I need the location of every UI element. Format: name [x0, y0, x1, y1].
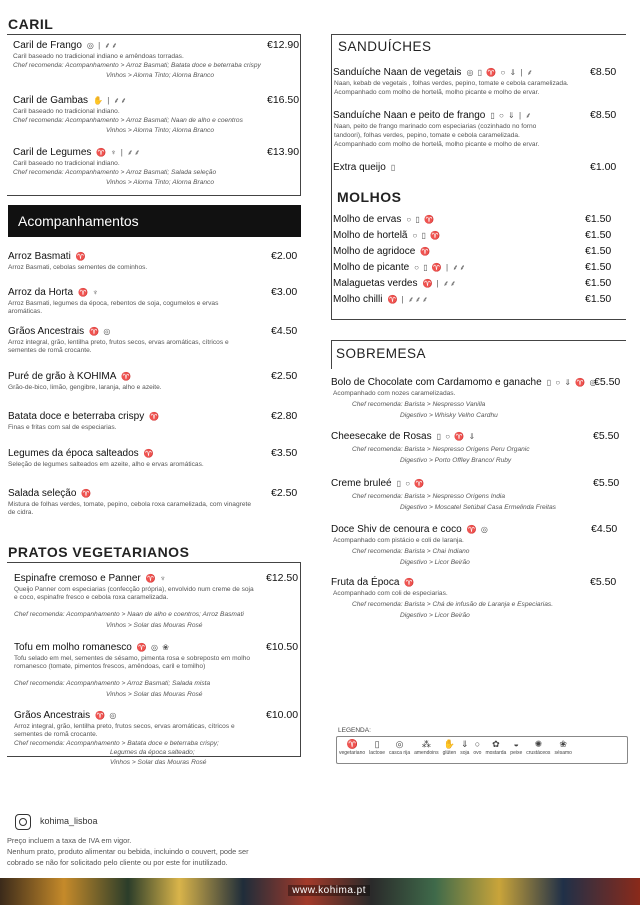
molho-item-label: Molho de picante — [333, 262, 410, 274]
molho-item-name — [333, 262, 466, 273]
sanduiches-title: SANDUÍCHES — [338, 39, 432, 54]
acomp-item-desc: Mistura de folhas verdes, tomate, pepino, cebola roxa caramelizada, com vinagrete de cidra. — [8, 501, 251, 517]
acomp-item-label: Arroz da Horta — [8, 287, 74, 298]
legend-label: lactose — [369, 750, 385, 756]
legend-item — [510, 739, 522, 756]
sobremesa-item-recommendation: Chef recomenda: Barista > Nespresso Vanilla — [352, 401, 486, 408]
caril-item-desc: Caril baseado no tradicional indiano. — [13, 108, 120, 115]
veg-item-allergen-icons: ♈ ◎ — [95, 710, 118, 720]
molhos-title: MOLHOS — [337, 189, 402, 205]
caril-item-allergen-icons: ✋ | ⸙⸙ — [93, 96, 128, 105]
sobremesa-item-recommendation: Chef recomenda: Barista > Chá de infusão de Laranja e Especiarias. — [352, 601, 554, 608]
molho-item-name — [333, 246, 431, 257]
sobremesa-item-name — [331, 377, 597, 388]
molho-item-label: Molho chilli — [333, 294, 383, 306]
acomp-item-label: Grãos Ancestrais — [8, 326, 85, 337]
molho-item-allergen-icons: ○ ▯ ♈ | ⸙⸙ — [414, 263, 467, 272]
sobremesa-item-digestivo: Digestivo > Porto Offley Branco/ Ruby — [400, 457, 512, 464]
caril-item-desc: Caril baseado no tradicional indiano. — [13, 160, 120, 167]
legend-icon: ✿ — [492, 739, 500, 749]
acomp-item-allergen-icons: ♈ — [121, 371, 133, 381]
molho-item-allergen-icons: ○ ▯ ♈ — [412, 230, 442, 240]
acomp-item-label: Salada seleção — [8, 488, 77, 499]
sobremesa-item-name — [331, 577, 415, 588]
acomp-item-label: Puré de grão à KOHIMA — [8, 371, 117, 382]
couvert-note-1: Nenhum prato, produto alimentar ou bebida, incluindo o couvert, pode ser — [7, 847, 249, 856]
acomp-item-price: €4.50 — [271, 325, 298, 337]
legend-title: LEGENDA: — [338, 727, 371, 734]
sanduiche-item-price: €8.50 — [590, 109, 617, 121]
molho-item-name — [333, 214, 435, 225]
caril-title: CARIL — [8, 16, 54, 32]
legend-item — [473, 739, 481, 756]
caril-item-recommendation: Chef recomenda: Acompanhamento > Arroz Basmati; Batata doce e beterraba crispy — [13, 62, 261, 69]
sobremesa-item-label: Cheesecake de Rosas — [331, 431, 432, 442]
sanduiche-item-price: €1.00 — [590, 161, 617, 173]
couvert-note-2: cobrado se não for solicitado pelo cliente ou por este for inutilizado. — [7, 858, 228, 867]
legend-item — [526, 739, 550, 756]
legend-label: mostarda — [485, 750, 507, 756]
acomp-item-price: €2.50 — [271, 370, 298, 382]
caril-item-wines: Vinhos > Alorna Tinto; Alorna Branco — [106, 179, 215, 186]
veg-item-desc: Tofu selado em mel, sementes de sésamo, pimenta rosa e sobreposto em molho romanesco (tomate, pimentos frescos, amêndoas, caril e tomilho) — [14, 655, 251, 671]
molho-item-name — [333, 294, 429, 305]
sobremesa-item-digestivo: Digestivo > Licor Beirão — [400, 612, 470, 619]
footer-banner — [0, 878, 640, 905]
acomp-item-desc: Arroz Basmati, legumes da época, rebentos de soja, cogumelos e ervas aromáticas. — [8, 300, 219, 316]
acomp-item-name — [8, 326, 111, 337]
caril-item-price: €13.90 — [267, 146, 300, 158]
sobremesa-item-label: Doce Shiv de cenoura e coco — [331, 524, 462, 535]
caril-item-allergen-icons: ◎ | ⸙⸙ — [86, 41, 119, 50]
veg-item-wines: Vinhos > Solar das Mouras Rosé — [110, 759, 207, 766]
legend-label: sésamo — [554, 750, 572, 756]
sobremesa-title: SOBREMESA — [336, 346, 427, 361]
sobremesa-item-recommendation: Chef recomenda: Barista > Nespresso Origens Peru Organic — [352, 446, 530, 453]
sanduiche-item-desc: Naan, kebab de vegetais , folhas verdes, pepino, tomate e cebola caramelizada. — [334, 80, 569, 87]
legend-item — [389, 739, 410, 756]
sanduiche-item-label: Sanduíche Naan e peito de frango — [333, 110, 486, 122]
veg-item-allergen-icons: ♈ ♆ — [145, 573, 167, 583]
sanduiche-item-allergen-icons: ◎ ▯ ♈ ○ ⇓ | ⸙ — [466, 68, 534, 77]
acomp-item-desc: Finas e fritas com sal de especiarias. — [8, 424, 117, 431]
acomp-item-allergen-icons: ♈ — [149, 411, 161, 421]
caril-item-wines: Vinhos > Alorna Tinto; Alorna Branco — [106, 72, 215, 79]
legend-item — [443, 739, 457, 756]
molho-item-label: Molho de ervas — [333, 214, 402, 225]
acomp-item-desc: Grão-de-bico, limão, gengibre, laranja, alho e azeite. — [8, 384, 162, 391]
acomp-item-allergen-icons: ♈ ♆ — [78, 287, 100, 297]
acomp-item-name — [8, 488, 92, 499]
sobremesa-item-name — [331, 431, 476, 442]
acomp-item-name — [8, 251, 87, 262]
acomp-item-label: Legumes da época salteados — [8, 448, 139, 459]
molho-item-name — [333, 278, 457, 289]
sobremesa-item-digestivo: Digestivo > Moscatel Setúbal Casa Ermelinda Freitas — [400, 504, 556, 511]
acomp-item-desc: Arroz integral, grão, lentilha preto, frutos secos, ervas aromáticas, cítricos e sementes de romã crocante. — [8, 339, 229, 355]
legend-icon: ◒ — [513, 739, 519, 749]
sobremesa-item-label: Creme bruleé — [331, 478, 392, 489]
legend-item — [369, 739, 385, 756]
sanduiche-item-allergen-icons: ▯ — [390, 162, 397, 172]
sobremesa-item-allergen-icons: ▯ ○ ⇓ ♈ ◎ — [546, 377, 598, 387]
acomp-item-allergen-icons: ♈ — [143, 448, 155, 458]
sanduiche-item-name — [333, 67, 534, 78]
veg-item-desc: Arroz integral, grão, lentilha preto, frutos secos, ervas aromáticas, cítricos e sementes de romã crocante. — [14, 723, 235, 739]
legend-item — [460, 739, 469, 756]
sanduiche-item-label: Extra queijo — [333, 162, 386, 173]
veg-item-label: Espinafre cremoso e Panner — [14, 573, 141, 584]
sanduiche-item-desc: tandoori), folhas verdes, pepino, tomate e cebola caramelizada. — [334, 132, 520, 139]
sobremesa-item-recommendation: Chef recomenda: Barista > Chai Indiano — [352, 548, 470, 555]
caril-item-name — [13, 147, 141, 158]
legend-icon: ⁂ — [421, 739, 431, 749]
acomp-item-desc: Arroz Basmati, cebolas sementes de cominhos. — [8, 264, 148, 271]
legend-label: ovo — [473, 750, 482, 756]
molho-item-price: €1.50 — [585, 245, 612, 257]
sobremesa-item-price: €5.50 — [594, 376, 621, 388]
caril-item-desc: Caril baseado no tradicional indiano e amêndoas torradas. — [13, 53, 184, 60]
molho-item-price: €1.50 — [585, 277, 612, 289]
acomp-item-price: €2.80 — [271, 410, 298, 422]
legend-label: peixe — [510, 750, 523, 756]
sobremesa-item-desc: Acompanhado com pistácio e coli de laranja. — [333, 537, 464, 544]
sobremesa-item-name — [331, 478, 425, 489]
molho-item-name — [333, 230, 441, 241]
veg-item-wines: Vinhos > Solar das Mouras Rosé — [106, 691, 203, 698]
legend-label: glúten — [442, 750, 457, 756]
sanduiche-item-desc: Acompanhado com molho de hortelã, molho picante e molho de ervar. — [334, 141, 540, 148]
legend-item — [414, 739, 438, 756]
molho-item-allergen-icons: ♈ — [420, 246, 432, 256]
acomp-item-label: Arroz Basmati — [8, 251, 71, 262]
acomp-item-allergen-icons: ♈ — [81, 488, 93, 498]
sobremesa-item-digestivo: Digestivo > Whisky Velho Cardhu — [400, 412, 498, 419]
sanduiche-item-desc: Acompanhado com molho de hortelã, molho picante e molho de ervar. — [334, 89, 540, 96]
caril-item-recommendation: Chef recomenda: Acompanhamento > Arroz Basmati; Naan de alho e coentros — [13, 117, 243, 124]
legend-label: casca rija — [388, 750, 411, 756]
veg-item-wines: Vinhos > Solar das Mouras Rosé — [106, 622, 203, 629]
veg-item-recommendation-2: Legumes da época salteado; — [110, 749, 195, 756]
veg-item-price: €12.50 — [266, 572, 299, 584]
veg-item-recommendation: Chef recomenda: Acompanhamento > Naan de alho e coentros; Arroz Basmati — [14, 611, 244, 618]
legend-item — [485, 739, 506, 756]
acomp-item-label: Batata doce e beterraba crispy — [8, 411, 145, 422]
acomp-item-price: €2.00 — [271, 250, 298, 262]
legend-icon: ⇓ — [461, 739, 469, 749]
veg-item-price: €10.50 — [266, 641, 299, 653]
legend-label: soja — [460, 750, 470, 756]
legend-icon: ▯ — [374, 739, 380, 749]
acomp-item-price: €3.50 — [271, 447, 298, 459]
sobremesa-item-price: €5.50 — [593, 430, 620, 442]
molho-item-allergen-icons: ○ ▯ ♈ — [406, 214, 436, 224]
caril-item-price: €16.50 — [267, 94, 300, 106]
vegetarianos-title: PRATOS VEGETARIANOS — [8, 544, 190, 560]
sanduiche-item-allergen-icons: ▯ ○ ⇓ | ⸙ — [490, 111, 533, 120]
legend-icon: ✺ — [534, 739, 543, 749]
sobremesa-item-label: Bolo de Chocolate com Cardamomo e ganache — [331, 377, 542, 388]
molho-item-allergen-icons: ♈ | ⸙⸙⸙ — [387, 295, 429, 304]
caril-item-label: Caril de Frango — [13, 40, 82, 52]
legend-label: amendoins — [414, 750, 439, 756]
acomp-item-allergen-icons: ♈ — [75, 251, 87, 261]
sobremesa-item-desc: Acompanhado com nozes caramelizadas. — [333, 390, 456, 397]
veg-item-name — [14, 710, 117, 721]
veg-item-label: Grãos Ancestrais — [14, 710, 91, 721]
caril-item-name — [13, 95, 128, 106]
sobremesa-item-digestivo: Digestivo > Licor Beirão — [400, 559, 470, 566]
acomp-item-name — [8, 448, 155, 459]
molho-item-price: €1.50 — [585, 213, 612, 225]
sanduiche-item-desc: Naan, peito de frango marinado com especiarias (cozinhado no forno — [334, 123, 537, 130]
sanduiche-item-price: €8.50 — [590, 66, 617, 78]
legend-box — [336, 736, 628, 764]
acomp-item-name — [8, 287, 99, 298]
sobremesa-item-allergen-icons: ▯ ○ ♈ — [396, 478, 426, 488]
acomp-item-price: €3.00 — [271, 286, 298, 298]
legend-icon: ○ — [474, 739, 481, 749]
sobremesa-item-price: €5.50 — [593, 477, 620, 489]
acomp-item-name — [8, 371, 132, 382]
acomp-item-price: €2.50 — [271, 487, 298, 499]
legend-item — [554, 739, 572, 756]
veg-item-recommendation: Chef recomenda: Acompanhamento > Batata doce e beterraba crispy; — [14, 740, 219, 747]
sobremesa-item-price: €5.50 — [590, 576, 617, 588]
sobremesa-item-recommendation: Chef recomenda: Barista > Nespresso Origens India — [352, 493, 506, 500]
legend-icon: ❀ — [559, 739, 567, 749]
legend-label: crustáceos — [526, 750, 551, 756]
caril-item-recommendation: Chef recomenda: Acompanhamento > Arroz Basmati; Salada seleção — [13, 169, 217, 176]
caril-item-price: €12.90 — [267, 39, 300, 51]
acomp-item-name — [8, 411, 160, 422]
legend-label: vegetariano — [339, 750, 366, 756]
legend-icon: ♈ — [346, 739, 358, 749]
molho-item-price: €1.50 — [585, 261, 612, 273]
molho-item-label: Malaguetas verdes — [333, 278, 418, 290]
acompanhamentos-title: Acompanhamentos — [8, 205, 301, 237]
caril-item-label: Caril de Legumes — [13, 147, 92, 159]
molho-item-price: €1.50 — [585, 229, 612, 241]
caril-item-label: Caril de Gambas — [13, 95, 89, 107]
sanduiche-item-name — [333, 162, 396, 173]
sobremesa-item-price: €4.50 — [591, 523, 618, 535]
website-link[interactable]: www.kohima.pt — [288, 885, 370, 896]
legend-icon: ✋ — [443, 739, 455, 749]
sobremesa-item-allergen-icons: ▯ ○ ♈ ⇓ — [436, 431, 477, 441]
caril-item-wines: Vinhos > Alorna Tinto; Alorna Branco — [106, 127, 215, 134]
sanduiche-item-name — [333, 110, 532, 121]
sanduiche-item-label: Sanduíche Naan de vegetais — [333, 67, 462, 79]
molho-item-allergen-icons: ♈ | ⸙⸙ — [422, 279, 457, 288]
caril-item-name — [13, 40, 118, 51]
instagram-handle[interactable]: kohima_lisboa — [40, 816, 98, 826]
veg-item-price: €10.00 — [266, 709, 299, 721]
veg-item-label: Tofu em molho romanesco — [14, 642, 132, 653]
sobremesa-item-desc: Acompanhado com coli de especiarias. — [333, 590, 448, 597]
sobremesa-item-allergen-icons: ♈ ◎ — [466, 524, 489, 534]
legend-icon: ◎ — [395, 739, 404, 749]
molho-item-price: €1.50 — [585, 293, 612, 305]
acomp-item-allergen-icons: ♈ ◎ — [89, 326, 112, 336]
vat-note: Preço incluem a taxa de IVA em vigor. — [7, 836, 132, 845]
veg-item-name — [14, 642, 170, 653]
veg-item-name — [14, 573, 167, 584]
legend-item — [339, 739, 365, 756]
sobremesa-item-label: Fruta da Época — [331, 577, 400, 588]
veg-item-recommendation: Chef recomenda: Acompanhamento > Arroz Basmati; Salada mista — [14, 680, 211, 687]
sobremesa-item-name — [331, 524, 489, 535]
acomp-item-desc: Seleção de legumes salteados em azeite, alho e ervas aromáticas. — [8, 461, 204, 468]
molho-item-label: Molho de agridoce — [333, 246, 416, 257]
veg-item-desc: Queijo Panner com especiarias (confecção própria), envolvido num creme de soja e coco, espinafre fresco e cebola roxa caramelizada. — [14, 586, 254, 602]
veg-item-allergen-icons: ♈ ◎ ❀ — [136, 642, 170, 652]
caril-item-allergen-icons: ♈ ♆ | ⸙⸙ — [96, 148, 142, 157]
molho-item-label: Molho de hortelã — [333, 230, 408, 241]
sobremesa-item-allergen-icons: ♈ — [404, 577, 416, 587]
instagram-icon[interactable] — [15, 814, 31, 830]
